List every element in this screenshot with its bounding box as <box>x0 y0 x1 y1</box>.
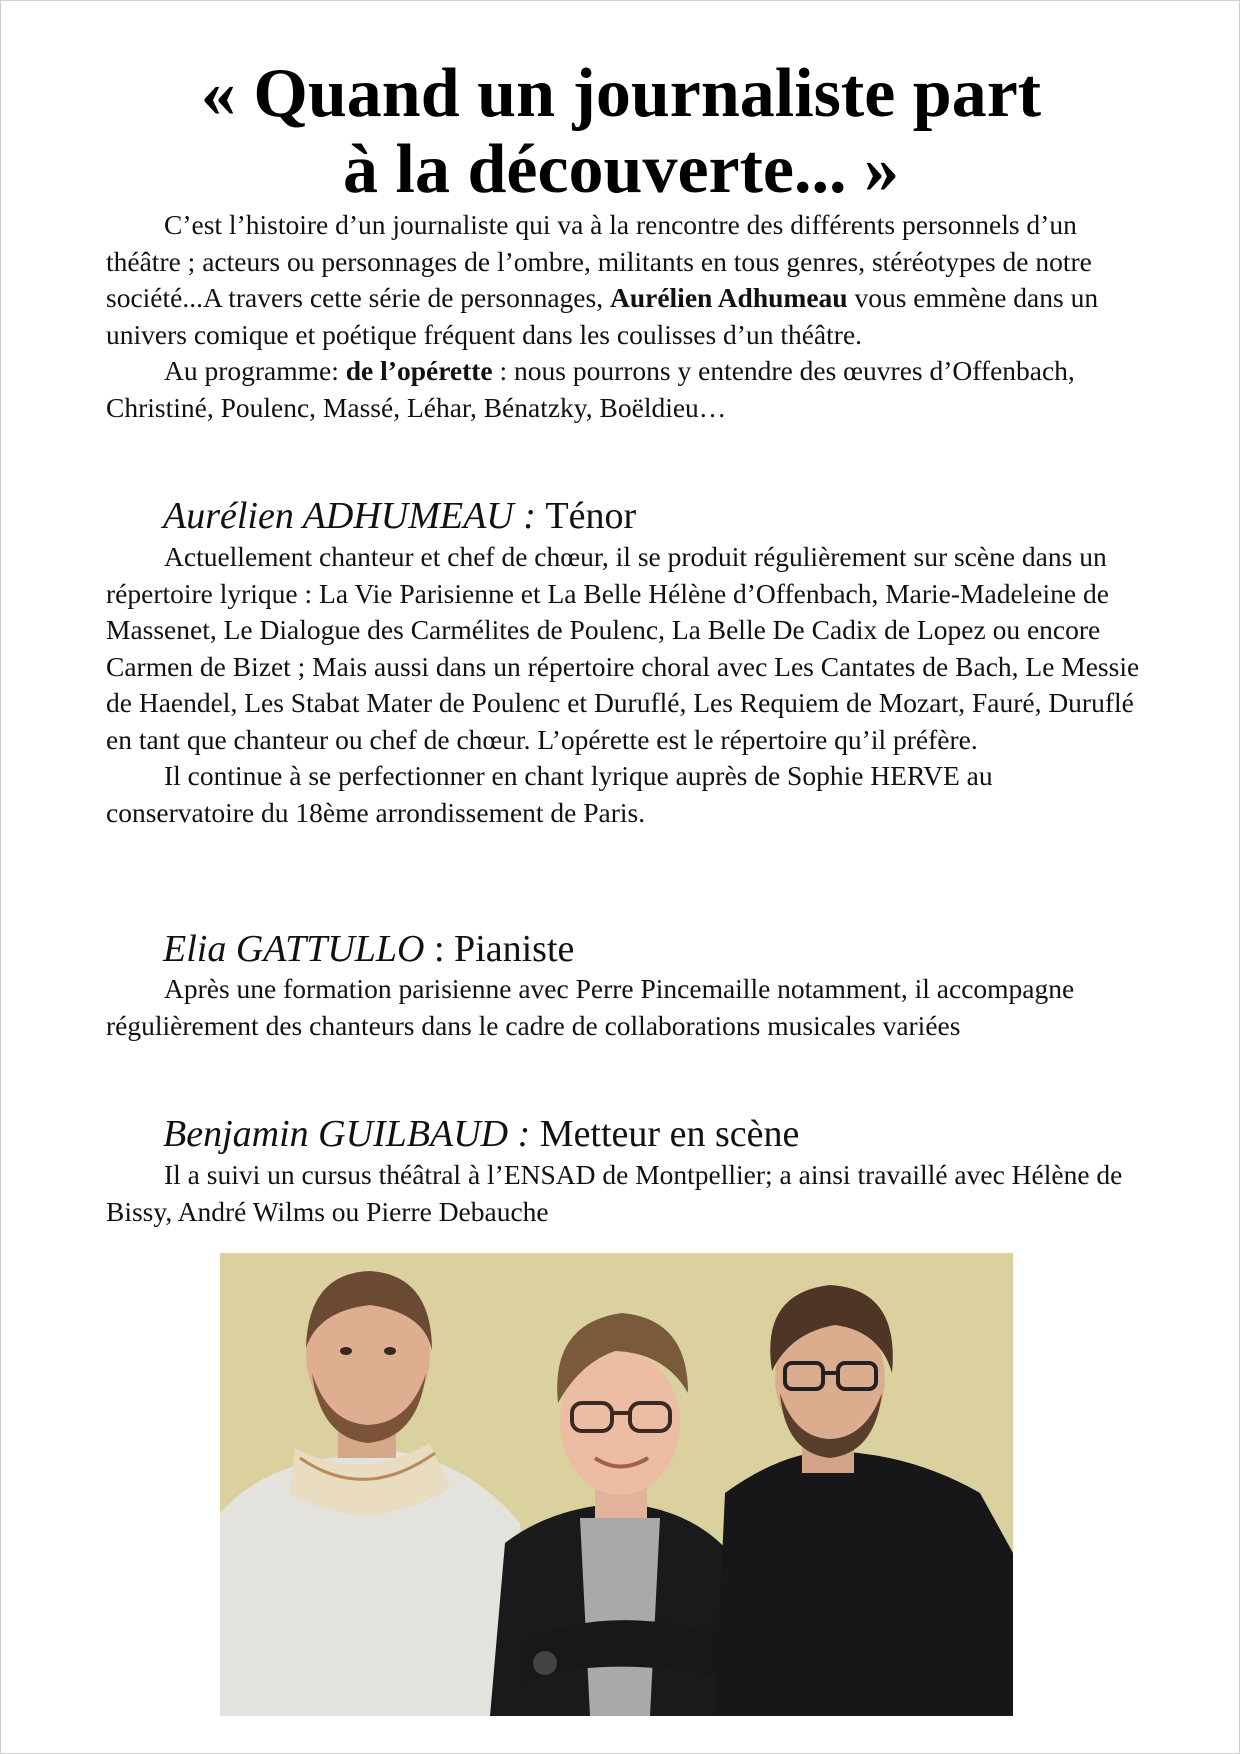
intro-section <box>106 207 1141 426</box>
bio-paragraph: Actuellement chanteur et chef de chœur, il se produit régulièrement sur scène dans un répertoire lyrique : La Vie Parisienne et La Belle Hélène d’Offenbach, Marie-Madeleine de Massenet, Le Dialogue des Carmélites de Poulenc, La Belle De Cadix de Lopez ou encore Carmen de Bizet ; Mais aussi dans un répertoire choral avec Les Cantates de Bach, Le Messie de Haendel, Les Stabat Mater de Poulenc et Duruflé, Les Requiem de Mozart, Fauré, Duruflé en tant que chanteur ou chef de chœur. L’opérette est le répertoire qu’il préfère. <box>106 541 1140 755</box>
artist-bio-tenor <box>106 539 1141 831</box>
artist-heading-tenor <box>163 495 636 537</box>
artist-name: Aurélien ADHUMEAU : <box>163 495 546 537</box>
intro-text: C’est l’histoire d’un journaliste qui va à la rencontre des différents personnels d’un théâtre ; acteurs ou personnages de l’ombre, militants en tous genres, stéréotypes de notre société...A travers cette série de personnages, <box>106 209 1092 313</box>
artist-bio-pianist <box>106 971 1141 1044</box>
artist-heading-pianist <box>163 928 574 970</box>
programme-label: Au programme: <box>164 355 346 386</box>
artist-name: Benjamin GUILBAUD : <box>163 1113 540 1155</box>
programme-composers: : nous pourrons y entendre des œuvres d’Offenbach, Christiné, Poulenc, Massé, Léhar, Bénatzky, Boëldieu… <box>106 355 1075 423</box>
artist-role: : Pianiste <box>424 928 575 970</box>
intro-paragraph-2 <box>106 353 1141 426</box>
artist-role: Ténor <box>545 495 637 537</box>
intro-text: vous emmène dans un univers comique et poétique fréquent dans les coulisses d’un théâtre. <box>106 282 1099 350</box>
artist-name: Elia GATTULLO <box>163 928 425 970</box>
title-line-1: « Quand un journaliste part <box>200 55 1042 132</box>
artist-heading-director <box>163 1113 799 1155</box>
artist-role: Metteur en scène <box>539 1113 800 1155</box>
bio-paragraph: Après une formation parisienne avec Perre Pincemaille notamment, il accompagne régulièrement des chanteurs dans le cadre de collaborations musicales variées <box>106 973 1075 1041</box>
intro-artist-name: Aurélien Adhumeau <box>609 282 848 313</box>
artists-photo <box>220 1253 1013 1716</box>
artist-bio-director <box>106 1157 1141 1230</box>
artists-photo-illustration <box>220 1253 1013 1716</box>
intro-paragraph-1 <box>106 207 1141 353</box>
bio-paragraph: Il continue à se perfectionner en chant lyrique auprès de Sophie HERVE au conservatoire du 18ème arrondissement de Paris. <box>106 760 993 828</box>
programme-genre: de l’opérette <box>345 355 493 386</box>
bio-paragraph: Il a suivi un cursus théâtral à l’ENSAD de Montpellier; a ainsi travaillé avec Hélène de Bissy, André Wilms ou Pierre Debauche <box>106 1159 1123 1227</box>
title-line-2: à la découverte... » <box>343 131 899 208</box>
